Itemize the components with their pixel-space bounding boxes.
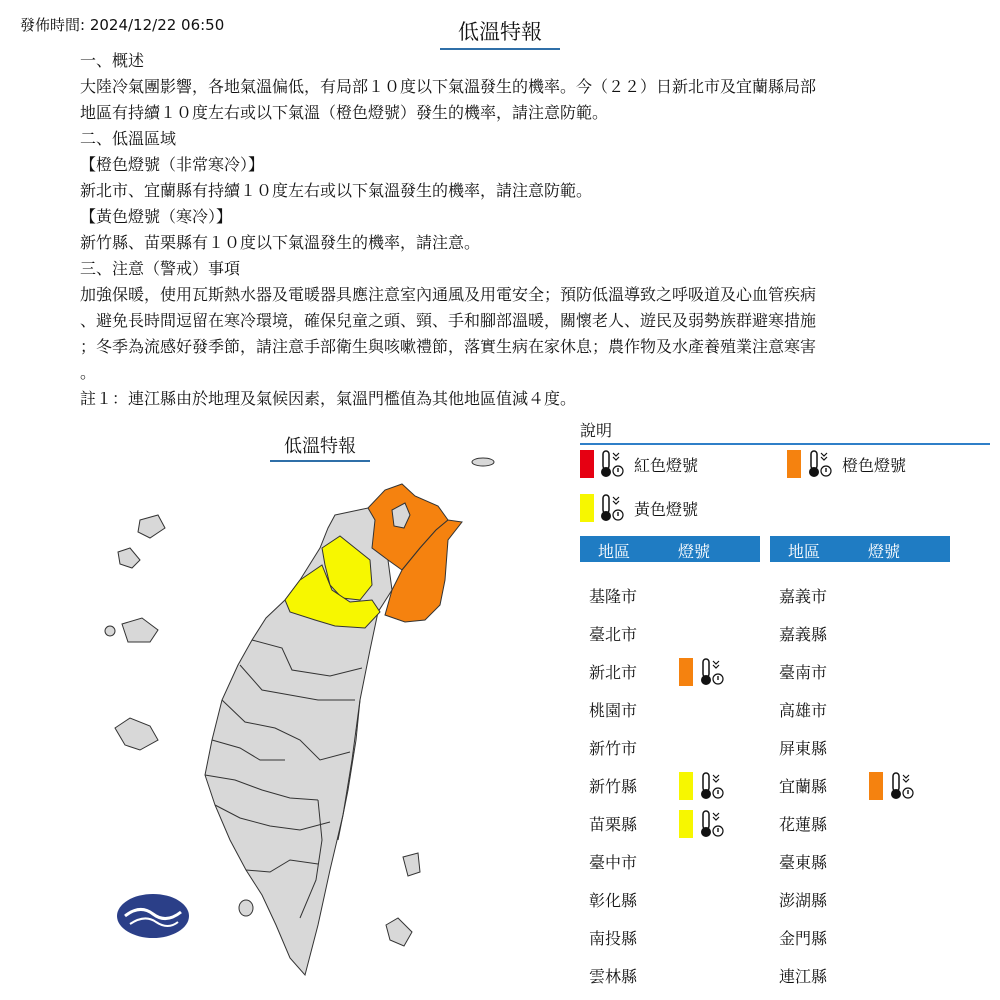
legend-orange-label: 橙色燈號 bbox=[842, 456, 907, 475]
thermometer-icon bbox=[698, 657, 724, 687]
publish-time: 發佈時間: 2024/12/22 06:50 bbox=[20, 16, 225, 34]
region-name: 新竹縣 bbox=[589, 777, 638, 796]
col-region-header: 地區 bbox=[598, 542, 631, 561]
bulletin-line: 地區有持續１０度左右或以下氣溫（橙色燈號）發生的機率，請注意防範。 bbox=[80, 103, 609, 122]
cwa-logo-icon bbox=[117, 894, 189, 938]
region-name: 新竹市 bbox=[589, 739, 638, 758]
legend-heading: 說明 bbox=[580, 418, 990, 445]
thermometer-icon bbox=[698, 809, 724, 839]
col-signal-header: 燈號 bbox=[678, 542, 711, 561]
region-name: 臺東縣 bbox=[779, 853, 828, 872]
bulletin-line: 。 bbox=[80, 363, 97, 382]
thermometer-icon bbox=[598, 493, 624, 523]
region-name: 連江縣 bbox=[779, 967, 828, 986]
thermometer-icon bbox=[698, 771, 724, 801]
region-name: 臺中市 bbox=[589, 853, 638, 872]
page-title: 低溫特報 bbox=[440, 16, 560, 50]
thermometer-icon bbox=[806, 449, 832, 479]
orange-swatch bbox=[787, 450, 801, 478]
region-name: 花蓮縣 bbox=[779, 815, 828, 834]
bulletin-line: 一、概述 bbox=[80, 51, 145, 70]
yellow-swatch bbox=[580, 494, 594, 522]
legend-yellow-label: 黃色燈號 bbox=[634, 500, 699, 519]
bulletin-line: 、避免長時間逗留在寒冷環境，確保兒童之頭、頸、手和腳部溫暖，關懷老人、遊民及弱勢族群避寒措施 bbox=[80, 311, 817, 330]
island bbox=[105, 626, 115, 636]
island bbox=[472, 458, 494, 466]
bulletin-line: 【橙色燈號（非常寒冷）】 bbox=[80, 155, 265, 174]
map-title: 低溫特報 bbox=[270, 432, 370, 462]
legend-red-label: 紅色燈號 bbox=[634, 456, 699, 475]
lanyu-island bbox=[386, 918, 412, 946]
region-name: 屏東縣 bbox=[779, 739, 828, 758]
bulletin-text bbox=[80, 48, 915, 412]
kinmen-island bbox=[115, 718, 158, 750]
col-signal-header: 燈號 bbox=[868, 542, 901, 561]
region-name: 南投縣 bbox=[589, 929, 638, 948]
thermometer-icon bbox=[888, 771, 914, 801]
matsu-island bbox=[138, 515, 165, 538]
region-name: 臺南市 bbox=[779, 663, 828, 682]
table-header-left bbox=[580, 536, 760, 562]
region-name: 高雄市 bbox=[779, 701, 828, 720]
col-region-header: 地區 bbox=[788, 542, 821, 561]
region-name: 宜蘭縣 bbox=[779, 777, 828, 796]
bulletin-line: 加強保暖，使用瓦斯熱水器及電暖器具應注意室內通風及用電安全；預防低溫導致之呼吸道及心血管疾病 bbox=[80, 285, 817, 304]
region-name: 彰化縣 bbox=[589, 891, 638, 910]
matsu-island bbox=[118, 548, 140, 568]
region-name: 新北市 bbox=[589, 663, 638, 682]
region-name: 金門縣 bbox=[779, 929, 828, 948]
region-name: 嘉義縣 bbox=[779, 625, 828, 644]
bulletin-line: 三、注意（警戒）事項 bbox=[80, 259, 241, 278]
penghu-island bbox=[403, 853, 420, 876]
orange-signal-swatch bbox=[679, 658, 693, 686]
region-name: 雲林縣 bbox=[589, 967, 638, 986]
region-name: 基隆市 bbox=[589, 587, 638, 606]
bulletin-line: 新竹縣、苗栗縣有１０度以下氣溫發生的機率，請注意。 bbox=[80, 233, 481, 252]
bulletin-line: 二、低溫區域 bbox=[80, 129, 177, 148]
region-name: 澎湖縣 bbox=[779, 891, 828, 910]
bulletin-line: 大陸冷氣團影響，各地氣溫偏低，有局部１０度以下氣溫發生的機率。今（２２）日新北市及宜蘭縣局部 bbox=[80, 77, 817, 96]
region-name: 臺北市 bbox=[589, 625, 638, 644]
thermometer-icon bbox=[598, 449, 624, 479]
taiwan-map bbox=[95, 455, 515, 985]
orange-signal-swatch bbox=[869, 772, 883, 800]
bulletin-line: 註１：連江縣由於地理及氣候因素，氣溫門檻值為其他地區值減４度。 bbox=[80, 389, 577, 408]
red-swatch bbox=[580, 450, 594, 478]
bulletin-line: 新北市、宜蘭縣有持續１０度左右或以下氣溫發生的機率，請注意防範。 bbox=[80, 181, 593, 200]
bulletin-line: 【黃色燈號（寒冷）】 bbox=[80, 207, 233, 226]
yellow-signal-swatch bbox=[679, 810, 693, 838]
region-name: 苗栗縣 bbox=[589, 815, 638, 834]
region-name: 嘉義市 bbox=[779, 587, 828, 606]
region-name: 桃園市 bbox=[589, 701, 638, 720]
yellow-signal-swatch bbox=[679, 772, 693, 800]
table-header-right bbox=[770, 536, 950, 562]
matsu-island bbox=[122, 618, 158, 642]
island bbox=[239, 900, 253, 916]
bulletin-line: ；冬季為流感好發季節，請注意手部衛生與咳嗽禮節，落實生病在家休息；農作物及水產養殖業注意寒害 bbox=[80, 337, 817, 356]
